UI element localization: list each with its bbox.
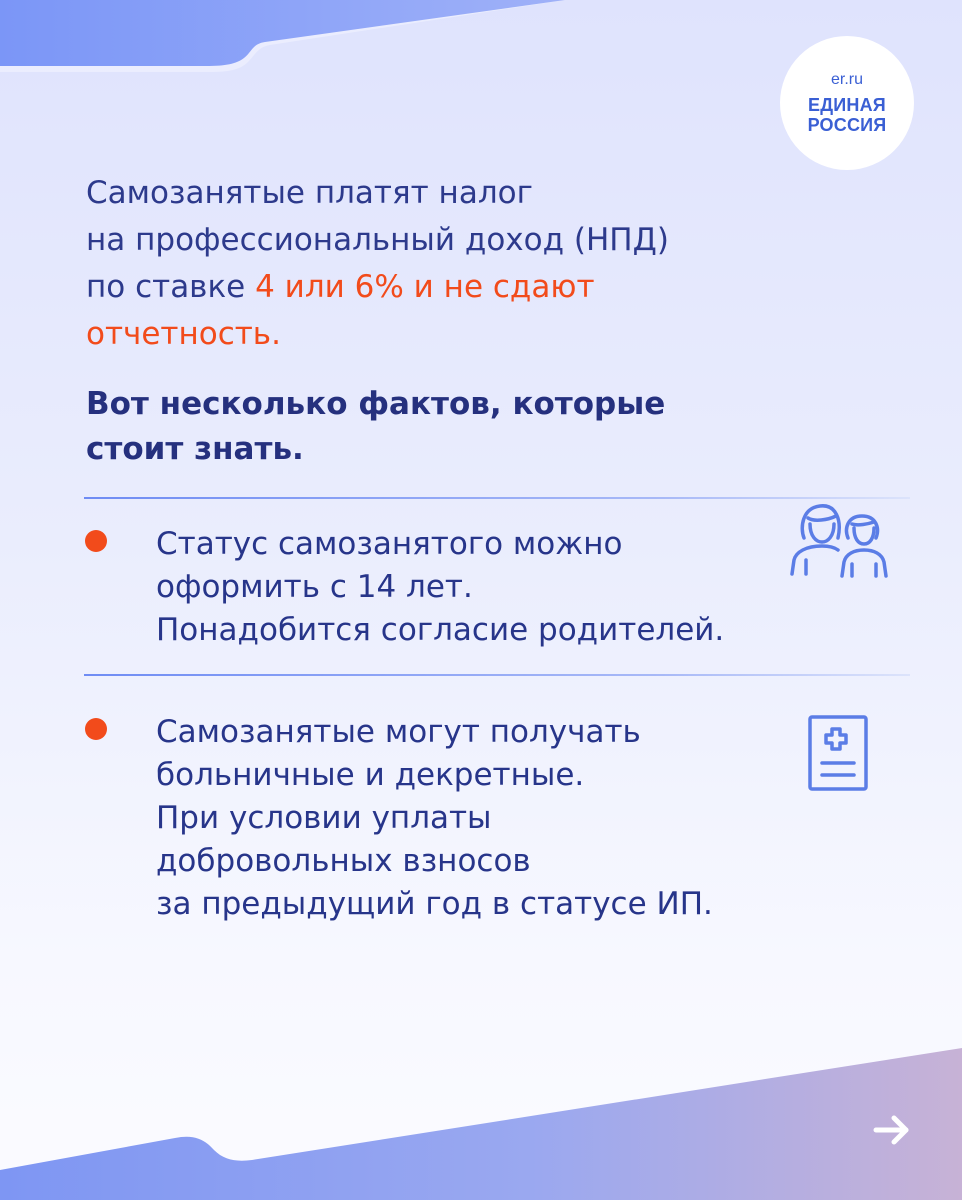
fact-line: за предыдущий год в статусе ИП. — [156, 886, 713, 922]
facts-heading — [86, 382, 766, 472]
logo-site: er.ru — [830, 71, 863, 88]
family-icon — [784, 498, 896, 582]
fact-line: Самозанятые могут получать — [156, 714, 641, 750]
intro-line-3-prefix: по ставке — [86, 269, 256, 305]
intro-highlight: 4 или 6% и не сдают — [255, 269, 595, 305]
bullet-dot — [85, 530, 107, 552]
fact-line: При условии уплаты — [156, 800, 492, 836]
facts-heading-line-2: стоит знать. — [86, 431, 304, 467]
fact-item — [156, 711, 796, 926]
intro-line-3 — [86, 264, 766, 311]
fact-line: добровольных взносов — [156, 843, 531, 879]
fact-line: оформить с 14 лет. — [156, 569, 473, 605]
bullet-dot — [85, 718, 107, 740]
medical-document-icon — [806, 713, 870, 793]
divider — [84, 674, 910, 676]
fact-line: Понадобится согласие родителей. — [156, 612, 725, 648]
logo-name-line2: РОССИЯ — [807, 115, 887, 135]
intro-line-1: Самозанятые платят налог — [86, 175, 533, 211]
fact-item — [156, 523, 796, 652]
fact-line: Статус самозанятого можно — [156, 526, 623, 562]
intro-line-4-highlight: отчетность. — [86, 316, 281, 352]
facts-heading-line-1: Вот несколько фактов, которые — [86, 386, 666, 422]
intro-paragraph — [86, 170, 766, 358]
party-logo — [780, 36, 914, 170]
logo-name-line1: ЕДИНАЯ — [808, 95, 886, 115]
next-arrow-icon[interactable] — [870, 1110, 914, 1150]
fact-line: больничные и декретные. — [156, 757, 585, 793]
intro-line-2: на профессиональный доход (НПД) — [86, 222, 669, 258]
